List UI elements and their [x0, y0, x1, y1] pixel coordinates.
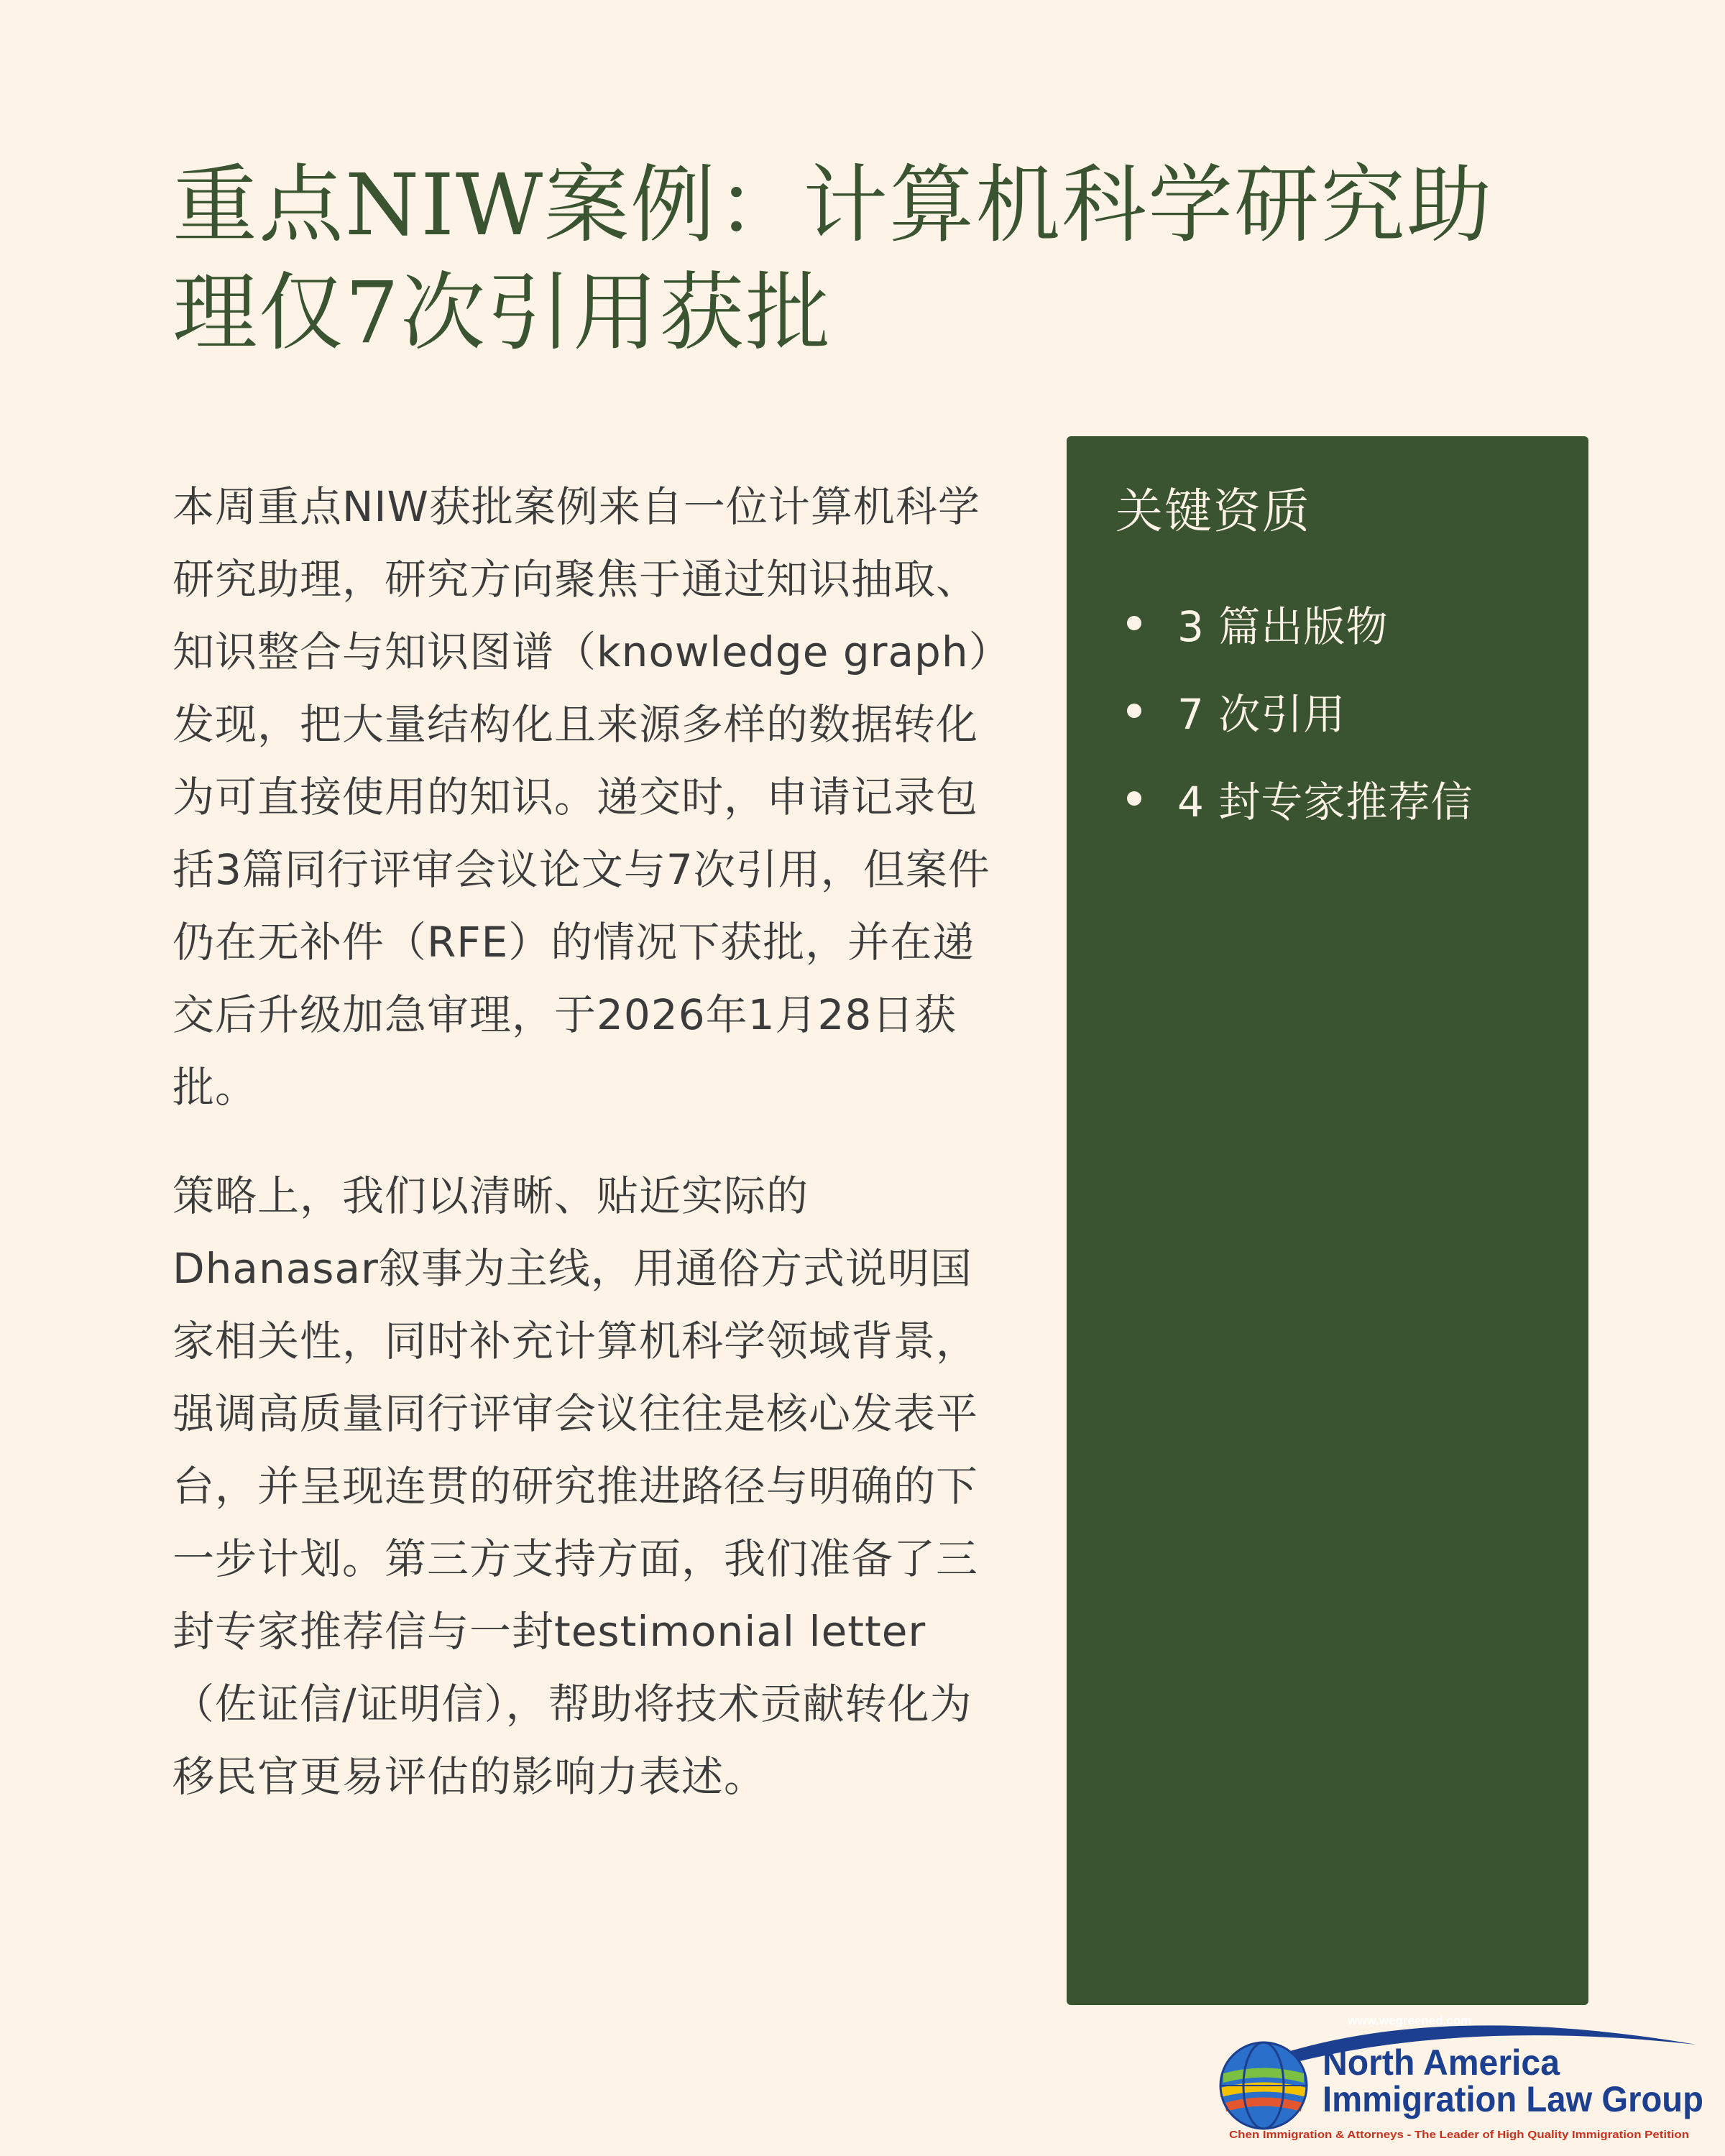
- list-item: [1116, 579, 1588, 667]
- list-item: [1116, 755, 1588, 842]
- qualification-citations: 7 次引用: [1177, 690, 1346, 739]
- logo-tagline: Chen Immigration & Attorneys - The Leader of High Quality Immigration Petition: [1229, 2129, 1689, 2141]
- paragraph-case-summary: 本周重点NIW获批案例来自一位计算机科学研究助理，研究方向聚焦于通过知识抽取、知识整合与知识图谱（knowledge graph）发现，把大量结构化且来源多样的数据转化为可直接使用的知识。递交时，申请记录包括3篇同行评审会议论文与7次引用，但案件仍在无补件（RFE）的情况下获批，并在递交后升级加急审理，于2026年1月28日获批。: [172, 482, 990, 1112]
- logo-line-1: North America: [1322, 2042, 1561, 2083]
- globe-icon: [1220, 2042, 1307, 2129]
- list-item: [1116, 667, 1588, 755]
- key-qualifications-panel: [1067, 436, 1588, 2005]
- bullet-icon: [1127, 791, 1141, 806]
- logo-url: www.wegreened.com: [1348, 2014, 1472, 2027]
- qualification-letters: 4 封专家推荐信: [1177, 778, 1473, 826]
- qualifications-list: [1116, 579, 1588, 842]
- bullet-icon: [1127, 616, 1141, 630]
- bullet-icon: [1127, 704, 1141, 718]
- article-body: [172, 471, 992, 1849]
- page-title: 重点NIW案例：计算机科学研究助理仅7次引用获批: [172, 155, 1494, 362]
- logo-line-2: Immigration Law Group: [1322, 2079, 1703, 2119]
- paragraph-strategy: 策略上，我们以清晰、贴近实际的Dhanasar叙事为主线，用通俗方式说明国家相关性，同时补充计算机科学领域背景，强调高质量同行评审会议往往是核心发表平台，并呈现连贯的研究推进路径与明确的下一步计划。第三方支持方面，我们准备了三封专家推荐信与一封testimonial letter（佐证信/证明信），帮助将技术贡献转化为移民官更易评估的影响力表述。: [172, 1171, 979, 1801]
- sidebar-heading: 关键资质: [1116, 484, 1311, 539]
- qualification-publications: 3 篇出版物: [1177, 602, 1389, 651]
- company-logo: [1208, 2005, 1711, 2149]
